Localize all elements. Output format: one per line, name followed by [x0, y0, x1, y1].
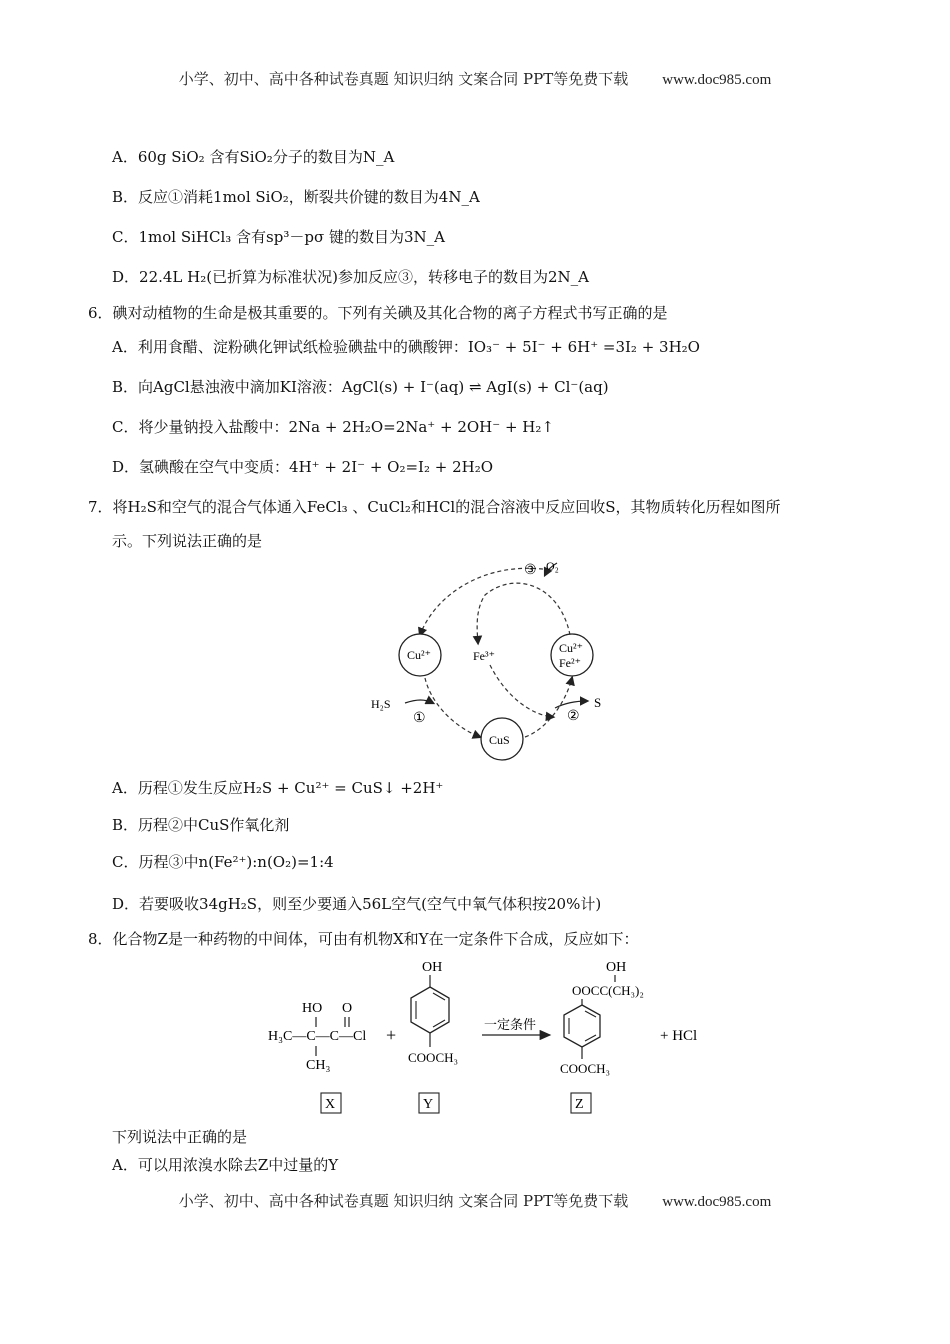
arc-cus-to-cu-right	[525, 678, 572, 737]
label-y: Y	[423, 1097, 434, 1112]
q7-option-a: A．历程①发生反应H₂S + Cu²⁺ = CuS↓ +2H⁺	[112, 779, 444, 797]
q6-option-b: B．向AgCl悬浊液中滴加KI溶液：AgCl(s) + I⁻(aq) ⇌ AgI(s) + Cl⁻(aq)	[112, 378, 609, 396]
q5-option-d: D．22.4L H₂(已折算为标准状况)参加反应③，转移电子的数目为2N_A	[112, 268, 589, 286]
footer-banner: 小学、初中、高中各种试卷真题 知识归纳 文案合同 PPT等免费下载	[178, 1192, 629, 1210]
label-step1: ①	[413, 711, 426, 726]
y-benzene-ring	[411, 987, 449, 1033]
q6-option-d: D．氢碘酸在空气中变质：4H⁺ + 2I⁻ + O₂=I₂ + 2H₂O	[112, 458, 494, 476]
q7-option-b: B．历程②中CuS作氧化剂	[112, 816, 290, 834]
q7-option-d: D．若要吸收34gH₂S，则至少要通入56L空气(空气中氧气体积按20%计)	[112, 895, 602, 913]
label-cus: CuS	[489, 733, 510, 747]
label-x: X	[325, 1097, 336, 1112]
label-step2: ②	[567, 709, 580, 724]
q8-option-a: A．可以用浓溴水除去Z中过量的Y	[112, 1156, 339, 1174]
arc-cu-left-to-cus	[425, 678, 480, 737]
label-fe2: Fe²⁺	[559, 656, 581, 670]
z-oh: OH	[606, 960, 627, 975]
x-o: O	[342, 1001, 353, 1016]
q7-stem-line1: 7．将H₂S和空气的混合气体通入FeCl₃ 、CuCl₂和HCl的混合溶液中反应回收S，其物质转化历程如图所	[88, 498, 781, 516]
arc-fe3-to-cus	[490, 665, 553, 717]
arrow-h2s-in	[405, 700, 433, 703]
y-ester: COOCH₃	[408, 1050, 459, 1065]
q6-option-c: C．将少量钠投入盐酸中：2Na + 2H₂O=2Na⁺ + 2OH⁻ + H₂↑	[112, 418, 554, 436]
q7-stem-line2: 示。下列说法正确的是	[112, 532, 263, 550]
page-header	[0, 68, 950, 89]
arc-cu-right-to-fe3	[477, 583, 570, 643]
q5-option-b: B．反应①消耗1mol SiO₂，断裂共价键的数目为4N_A	[112, 188, 480, 206]
label-z: Z	[575, 1097, 584, 1112]
arrow-s-out	[555, 701, 587, 708]
label-h2s: H₂S	[371, 697, 391, 711]
reaction-condition: 一定条件	[484, 1017, 537, 1032]
q7-cycle-diagram	[365, 555, 625, 765]
header-banner: 小学、初中、高中各种试卷真题 知识归纳 文案合同 PPT等免费下载	[178, 70, 629, 88]
z-ester: COOCH₃	[560, 1061, 611, 1076]
label-step3: ③	[524, 563, 537, 578]
label-fe3: Fe³⁺	[473, 649, 495, 663]
x-main-chain: H₃C—C—C—Cl	[268, 1029, 367, 1044]
q5-option-a: A．60g SiO₂ 含有SiO₂分子的数目为N_A	[112, 148, 395, 166]
label-s: S	[594, 695, 602, 710]
z-top-chain: OOCC(CH₃)₂	[572, 983, 644, 998]
arc-o2-to-cu-left	[420, 568, 550, 635]
x-ch3: CH₃	[306, 1058, 331, 1073]
plus-sign-1: +	[386, 1025, 397, 1045]
hcl-product: + HCl	[660, 1028, 698, 1044]
q8-followup: 下列说法中正确的是	[112, 1128, 248, 1146]
label-cu-right: Cu²⁺	[559, 641, 583, 655]
header-site-link[interactable]: www.doc985.com	[662, 72, 772, 88]
footer-site-link[interactable]: www.doc985.com	[662, 1194, 772, 1210]
label-o2: O₂	[546, 559, 559, 573]
q6-stem: 6．碘对动植物的生命是极其重要的。下列有关碘及其化合物的离子方程式书写正确的是	[88, 304, 668, 322]
page-footer	[0, 1190, 950, 1211]
label-cu-left: Cu²⁺	[407, 648, 431, 662]
q5-option-c: C．1mol SiHCl₃ 含有sp³－pσ 键的数目为3N_A	[112, 228, 445, 246]
x-ho: HO	[302, 1001, 323, 1016]
y-oh: OH	[422, 960, 443, 975]
q7-option-c: C．历程③中n(Fe²⁺):n(O₂)=1:4	[112, 853, 334, 871]
q8-stem: 8．化合物Z是一种药物的中间体，可由有机物X和Y在一定条件下合成，反应如下：	[88, 930, 639, 948]
q6-option-a: A．利用食醋、淀粉碘化钾试纸检验碘盐中的碘酸钾：IO₃⁻ + 5I⁻ + 6H⁺ =3I₂ + 3H₂O	[112, 338, 700, 356]
q8-reaction-scheme	[260, 955, 720, 1120]
